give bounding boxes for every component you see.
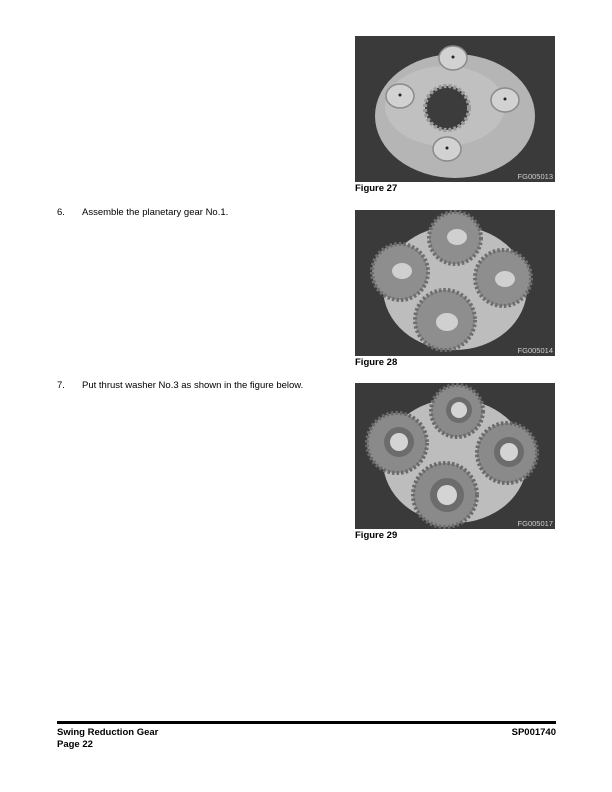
footer-page-number: Page 22 (57, 739, 93, 750)
figure-caption: Figure 29 (355, 530, 398, 541)
figure-code: FG005014 (517, 346, 553, 355)
figure-caption: Figure 28 (355, 357, 398, 368)
gears-washer-photo-icon (355, 383, 555, 529)
footer-doc-id: SP001740 (511, 727, 556, 738)
footer-left (57, 727, 158, 751)
step-number: 6. (57, 207, 65, 218)
figure-28-photo (355, 210, 555, 356)
step-number: 7. (57, 380, 65, 391)
carrier-photo-icon (355, 36, 555, 182)
figure-caption: Figure 27 (355, 183, 398, 194)
figure-code: FG005017 (517, 519, 553, 528)
step-text: Put thrust washer No.3 as shown in the figure below. (82, 380, 304, 391)
figure-27 (355, 36, 555, 194)
gears-photo-icon (355, 210, 555, 356)
footer-section-title: Swing Reduction Gear (57, 727, 159, 738)
footer-divider (57, 721, 556, 724)
figure-29 (355, 383, 555, 541)
figure-27-photo (355, 36, 555, 182)
figure-28 (355, 210, 555, 368)
figure-code: FG005013 (517, 172, 553, 181)
step-text: Assemble the planetary gear No.1. (82, 207, 229, 218)
figure-29-photo (355, 383, 555, 529)
